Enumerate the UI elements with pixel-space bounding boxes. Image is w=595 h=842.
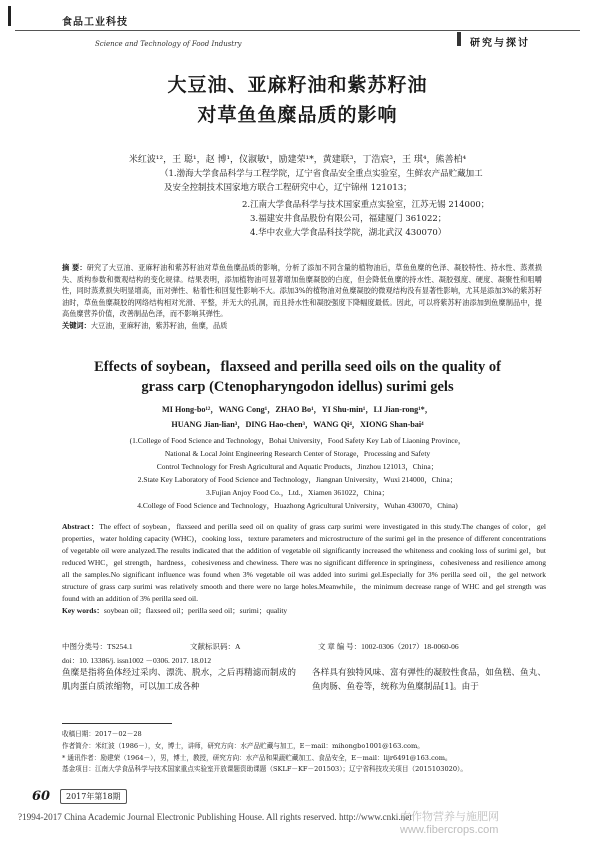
affiliation-en-1b: National & Local Joint Engineering Research Center of Storage，Processing and Safety	[164, 449, 431, 458]
footnote-divider	[62, 723, 172, 724]
header-divider	[15, 30, 580, 31]
keywords-en: soybean oil；flaxseed oil；perilla seed oil；surimi；quality	[103, 606, 288, 615]
title-cn-line-2: 对草鱼鱼糜品质的影响	[197, 104, 398, 126]
footnotes	[62, 729, 546, 776]
doi: doi：10. 13386/j. issn1002 －0306. 2017. 18.012	[62, 656, 212, 665]
affiliation-en-1c: Control Technology for Fresh Agricultural and Aquatic Products，Jinzhou 121013，China；	[156, 462, 439, 471]
section-marker-icon	[457, 32, 461, 46]
affiliation-cn-1b: 及安全控制技术国家地方联合工程研究中心，辽宁锦州 121013；	[164, 183, 412, 193]
title-cn-line-1: 大豆油、亚麻籽油和紫苏籽油	[167, 74, 428, 96]
affiliation-en-3: 3.Fujian Anjoy Food Co.，Ltd.，Xiamen 361022，China；	[205, 488, 390, 497]
journal-title-cn: 食品工业科技	[62, 17, 128, 28]
keywords-en-label: Key words：	[62, 606, 104, 615]
clc-number: 中图分类号：TS254.1	[62, 642, 133, 651]
page-number: 60	[32, 789, 51, 804]
keywords-cn: 大豆油，亚麻籽油，紫苏籽油，鱼糜，品质	[90, 320, 228, 330]
title-en-line-2: grass carp (Ctenopharyngodon idellus) surimi gels	[141, 379, 454, 395]
affiliation-cn-4: 4.华中农业大学食品科技学院，湖北武汉 430070）	[250, 228, 447, 238]
abstract-cn-label: 摘 要：	[62, 263, 87, 272]
authors-en-line-2: HUANG Jian-lian³，DING Hao-chen³，WANG Qi⁴，XIONG Shan-bai⁴	[171, 420, 424, 429]
journal-logo-icon	[8, 6, 25, 26]
section-label: 研究与探讨	[470, 38, 530, 49]
affiliation-en-1: (1.College of Food Science and Technology，Bohai University，Food Safety Key Lab of Liaoning Province，	[129, 436, 466, 445]
watermark: 农作物营养与施肥网 www.fibercrops.com	[400, 811, 499, 836]
title-en-line-1: Effects of soybean，flaxseed and perilla seed oils on the quality of	[94, 359, 501, 375]
affiliation-cn-1: （1.渤海大学食品科学与工程学院，辽宁省食品安全重点实验室，生鲜农产品贮藏加工	[160, 169, 483, 179]
copyright-line: ?1994-2017 China Academic Journal Electronic Publishing House. All rights reserved. http://www.cnki.net	[18, 812, 412, 822]
affiliation-cn-2: 2.江南大学食品科学与技术国家重点实验室，江苏无锡 214000；	[242, 200, 490, 210]
body-column-right: 各样具有独特风味、富有弹性的凝胶性食品，如鱼糕、鱼丸、鱼肉肠、鱼卷等，统称为鱼糜制品[1]。由于	[312, 668, 546, 692]
footnote-author: 作者简介：米红波（1986－），女，博士，讲师，研究方向：水产品贮藏与加工，E－mail：mihongbo1001@163.com。	[62, 741, 424, 750]
abstract-cn	[62, 262, 542, 332]
affiliation-cn-3: 3.福建安井食品股份有限公司，福建厦门 361022；	[250, 214, 447, 224]
body-column-left: 鱼糜是指将鱼体经过采肉、漂洗、脱水，之后再精滤而制成的肌肉蛋白质浓缩物，可以加工成各种	[62, 668, 296, 692]
footnote-corresponding: * 通讯作者：励建荣（1964－），男，博士，教授，研究方向：水产品和果蔬贮藏加工、食品安全，E－mail：lijr6491@163.com。	[62, 753, 452, 762]
footnote-received: 收稿日期：2017－02－28	[62, 730, 142, 738]
abstract-en	[62, 521, 546, 617]
keywords-cn-label: 关键词：	[62, 320, 91, 330]
document-code: 文献标识码：A	[190, 642, 241, 651]
affiliation-en-2: 2.State Key Laboratory of Food Science and Technology，Jiangnan University，Wuxi 214000，China；	[137, 475, 458, 484]
abstract-en-text: The effect of soybean，flaxseed and perilla seed oil on quality of grass carp surimi were investigated in this study.The changes of color，gel properties，water holding capacity (WHC)，cooking loss，texture parameters and microstructure of the surimi gel in the presence of different concentrations of vegetable oil were analyzed.The results indicated that the addition of vegetable oil significantly increased the whiteness and cooking loss of surimi gel，but reduced WHC，gel strength，hardness，cohesiveness and chewiness. There was no significant difference in springiness，cohesiveness and resilience among all the samples.No significant influence was found when 3% vegetable oil was added into surimi gel.Especially for 3% perilla seed oil，the gel network structure of grass carp surimi was relatively smooth and there were no large holes.Meanwhile，the minimum decrease range of WHC and gel strength was found with an addition of 3% perilla seed oil.	[62, 522, 546, 603]
abstract-en-label: Abstract：	[62, 522, 100, 531]
authors-cn: 米红波¹²，王 聪¹，赵 博¹，仪淑敏¹，励建荣¹*，黄建联³，丁浩宸³，王 琪⁴，熊善柏⁴	[128, 155, 467, 165]
authors-en-line-1: MI Hong-bo¹²，WANG Cong¹，ZHAO Bo¹，YI Shu-min¹，LI Jian-rong¹*，	[162, 405, 433, 414]
footnote-funding: 基金项目：江南大学食品科学与技术国家重点实验室开放课题资助课题（SKLF－KF－201503）；辽宁省科技攻关项目（2015103020）。	[62, 765, 467, 774]
affiliation-en-4: 4.College of Food Science and Technology，Huazhong Agricultural University，Wuhan 430070，China)	[137, 501, 458, 510]
abstract-cn-text: 研究了大豆油、亚麻籽油和紫苏籽油对草鱼鱼糜品质的影响，分析了添加不同含量的植物油后，草鱼鱼糜的色泽、凝胶特性、持水性、蒸煮损失、质构参数和微观结构的变化规律。结果表明，添加植物油可显著增加鱼糜凝胶的白度，但会降低鱼糜的持水性、凝胶强度、硬度、凝聚性和咀嚼性，同时蒸煮损失明显增高，而对弹性、粘着性和回复性影响不大。添加3%的植物油对鱼糜凝胶的微观结构没有显著性影响，尤其是添加3%的紫苏籽油时，草鱼鱼糜凝胶的网络结构相对光滑、平整，并无大的孔洞，而且持水性和凝胶强度下降幅度最低。因此，可以将紫苏籽油添加到鱼糜制品中，提高鱼糜营养价值，改善制品色泽，而不影响其弹性。	[62, 263, 542, 319]
journal-title-en: Science and Technology of Food Industry	[95, 40, 242, 48]
article-number: 文 章 编 号：1002-0306（2017）18-0060-06	[318, 642, 459, 651]
issue-badge: 2017年第18期	[60, 789, 127, 804]
